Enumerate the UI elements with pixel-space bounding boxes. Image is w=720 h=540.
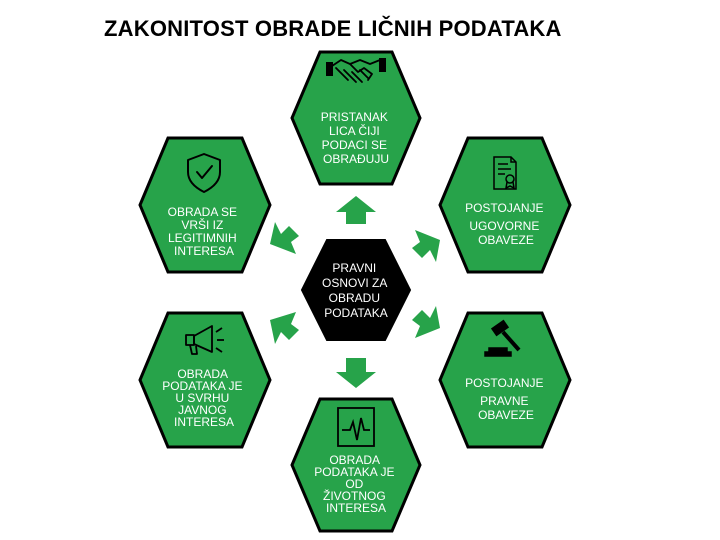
node-line: OBAVEZE <box>478 408 534 422</box>
center-line: PODATAKA <box>324 306 388 320</box>
node-bottom <box>292 399 420 531</box>
arrow-down <box>336 358 376 388</box>
node-line: VRŠI IZ <box>181 218 224 232</box>
node-line: U SVRHU <box>175 391 230 405</box>
center-hexagon <box>302 240 410 340</box>
node-line: INTERESA <box>325 501 387 515</box>
node-line: PODACI SE <box>321 138 388 152</box>
node-line: OBAVEZE <box>478 233 534 247</box>
node-line: OBRADA <box>329 453 380 467</box>
node-line: OD <box>345 477 364 491</box>
node-line: JAVNOG <box>178 403 227 417</box>
node-line: INTERESA <box>173 415 235 429</box>
arrow-upper-right <box>412 230 440 262</box>
node-upper-left <box>140 138 270 272</box>
node-upper-left-label <box>168 205 241 258</box>
arrow-up <box>336 196 376 224</box>
node-top-label <box>321 110 391 166</box>
center-node <box>302 240 410 340</box>
arrow-lower-right <box>412 306 440 338</box>
center-line: OSNOVI ZA <box>321 276 387 290</box>
node-lower-right <box>440 313 570 447</box>
node-line: PODATAKA JE <box>314 465 395 479</box>
page-title: ZAKONITOST OBRADE LIČNIH PODATAKA <box>104 16 562 41</box>
arrow-lower-left <box>270 312 299 344</box>
node-line: OBRAĐUJU <box>322 152 390 166</box>
node-line: LEGITIMNIH <box>167 231 237 245</box>
node-line: PRAVNE <box>480 394 529 408</box>
center-line: PRAVNI <box>332 261 377 275</box>
arrow-upper-left <box>270 222 299 254</box>
node-line: POSTOJANJE <box>465 201 544 215</box>
node-lower-left <box>140 313 270 447</box>
node-line: PODATAKA JE <box>162 379 243 393</box>
node-line: INTERESA <box>173 244 235 258</box>
node-line: PRISTANAK <box>320 110 388 124</box>
node-line: OBRADA SE <box>167 205 238 219</box>
node-line: OBRADA <box>177 367 228 381</box>
node-top <box>292 52 420 184</box>
node-upper-right <box>440 138 570 272</box>
node-line: LICA ČIJI <box>328 124 380 138</box>
node-line: ŽIVOTNOG <box>322 489 386 503</box>
node-line: POSTOJANJE <box>465 376 544 390</box>
center-line: OBRADU <box>328 291 380 305</box>
node-line: UGOVORNE <box>469 219 540 233</box>
